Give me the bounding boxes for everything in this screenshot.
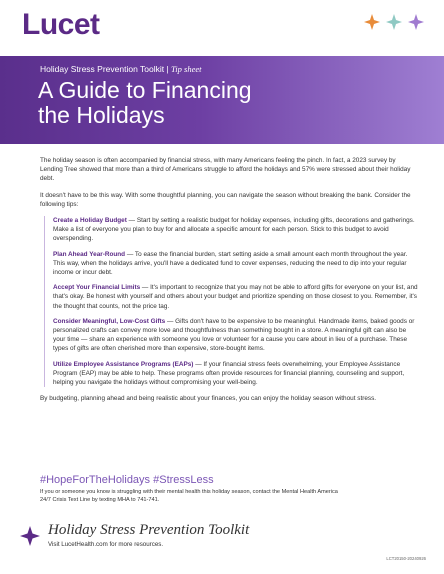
tip-title: Plan Ahead Year-Round — [53, 250, 126, 258]
tip-title: Accept Your Financial Limits — [53, 284, 141, 292]
tip-text: — To ease the financial burden, start setting aside a small amount each month throughout the year. This way, when the holidays arrive, you'll have a dedicated fund to cover expenses, reducing the need to dip into your regular income or incur debt. — [53, 250, 408, 277]
lucet-logo: Lucet — [22, 8, 100, 41]
tip-item — [53, 317, 418, 354]
tip-item — [53, 250, 418, 278]
tip-text: — If your financial stress feels overwhelming, your Employee Assistance Program (EAP) may be able to help. These programs often provide resources for financial planning, counseling and support, helping you navigate the holidays without compromising your well-being. — [53, 360, 405, 387]
crisis-help-text: If you or someone you know is struggling with their mental health this holiday season, contact the Mental Health America 24/7 Crisis Text Line by texting MHA to 741-741. — [40, 489, 338, 503]
resources-link[interactable]: Visit LucetHealth.com for more resources. — [48, 541, 164, 548]
page-title — [38, 78, 252, 128]
document-code: LCT20150-20240926 — [386, 556, 426, 561]
tip-title: Consider Meaningful, Low-Cost Gifts — [53, 317, 166, 325]
footer-toolkit-title: Holiday Stress Prevention Toolkit — [48, 522, 250, 538]
tip-item — [53, 360, 418, 388]
purple-star-icon — [408, 14, 424, 30]
article-body — [40, 156, 418, 410]
teal-star-icon — [386, 14, 402, 30]
title-line-1: A Guide to Financing — [38, 77, 252, 103]
tip-item — [53, 283, 418, 311]
banner-subtitle — [40, 64, 202, 74]
tip-text: — Start by setting a realistic budget for holiday expenses, including gifts, decorations and gatherings. Make a list of everyone you plan to buy for and allocate a specific amount for each person. Stick to this budget to avoid overspending. — [53, 217, 415, 243]
tip-title: Create a Holiday Budget — [53, 217, 127, 225]
intro-paragraph: The holiday season is often accompanied by financial stress, with many Americans feeling the pinch. In fact, a 2023 survey by Lending Tree showed that more than a third of Americans struggle to afford the holidays and 57% were stressed about their holiday debt. — [40, 157, 411, 183]
title-line-2: the Holidays — [38, 102, 165, 128]
tip-text: — Gifts don't have to be expensive to be meaningful. Handmade items, baked goods or personalized crafts can convey more love and thoughtfulness than something bought in a store. A meaningful gift can also be your time — share an experience with someone you love or volunteer for a cause you care about in lieu of a purchase. These types of gifts are often cherished more than expensive, store-bought items. — [53, 317, 415, 353]
hashtags: #HopeForTheHolidays #StressLess — [40, 474, 214, 486]
tips-list — [44, 216, 418, 387]
orange-star-icon — [364, 14, 380, 30]
tip-sheet-label: Tip sheet — [171, 64, 202, 74]
lucet-star-logo-icon — [20, 526, 40, 546]
closing-paragraph: By budgeting, planning ahead and being realistic about your finances, you can enjoy the holiday season without stress. — [40, 395, 377, 403]
intro-paragraph: It doesn't have to be this way. With some thoughtful planning, you can navigate the season without breaking the bank. Consider the following tips: — [40, 191, 411, 208]
tip-title: Utilize Employee Assistance Programs (EAPs) — [53, 360, 194, 368]
tip-text: — It's important to recognize that you may not be able to afford gifts for everyone on your list, and that's okay. Be honest with yourself and others about your budget and prioritize spending on those closest to you. Remember, it's the thought that counts, not the price tag. — [53, 284, 418, 310]
toolkit-label: Holiday Stress Prevention Toolkit | — [40, 64, 172, 74]
decorative-stars — [364, 14, 424, 30]
tip-item — [53, 216, 418, 244]
